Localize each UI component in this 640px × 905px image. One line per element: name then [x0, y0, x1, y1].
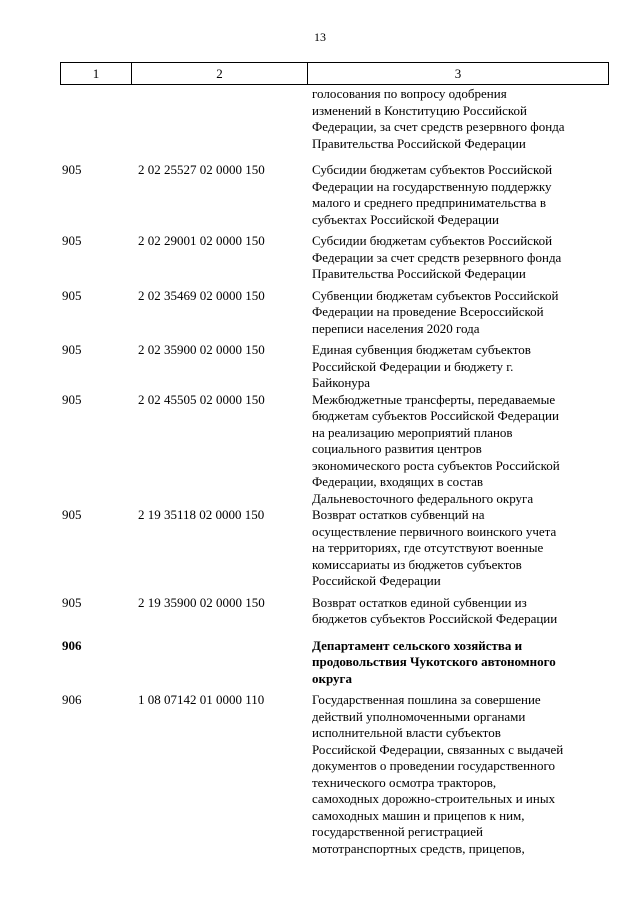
- budget-code: 2 19 35900 02 0000 150: [138, 594, 265, 610]
- budget-code: 1 08 07142 01 0000 110: [138, 692, 265, 707]
- revenue-name: Возврат остатков субвенций на осуществление первичного воинского учета на территориях, где отсутствуют военные комиссариаты из бюджетов субъектов Российской Федерации: [312, 507, 557, 588]
- admin-code: 906: [62, 637, 82, 653]
- revenue-name: Субвенции бюджетам субъектов Российской Федерации на проведение Всероссийской переписи населения 2020 года: [312, 287, 559, 336]
- budget-code: 2 19 35118 02 0000 150: [138, 507, 265, 522]
- revenue-name: Субсидии бюджетам субъектов Российской Федерации на государственную поддержку малого и среднего предпринимательства в субъектах Российской Федерации: [312, 162, 553, 227]
- revenue-name: Межбюджетные трансферты, передаваемые бюджетам субъектов Российской Федерации на реализацию мероприятий планов социального развития центров экономического роста субъектов Российской Федерации, входящих в состав Дальневосточного федерального округа: [312, 391, 560, 506]
- revenue-name: Субсидии бюджетам субъектов Российской Федерации за счет средств резервного фонда Правительства Российской Федерации: [312, 233, 562, 281]
- admin-code: 905: [62, 594, 82, 610]
- admin-code: 905: [62, 162, 82, 177]
- table-row: [62, 342, 608, 392]
- revenue-name: голосования по вопросу одобрения изменений в Конституцию Российской Федерации, за счет средств резервного фонда Правительства Российской Федерации: [312, 86, 565, 151]
- budget-code: [138, 86, 312, 152]
- table-row: [62, 233, 608, 283]
- admin-code: [62, 86, 138, 152]
- revenue-name: Государственная пошлина за совершение действий уполномоченными органами исполнительной власти субъектов Российской Федерации, связанных с выдачей документов о проведении государственного технического осмотра тракторов, самоходных дорожно-строительных и иных самоходных машин и прицепов к ним, государственной регистрацией мототранспортных средств, прицепов,: [312, 692, 564, 856]
- budget-code: 2 02 29001 02 0000 150: [138, 233, 265, 248]
- table-row: [62, 692, 608, 857]
- admin-code: 905: [62, 233, 82, 248]
- budget-code: 2 02 45505 02 0000 150: [138, 391, 265, 407]
- table-row: [62, 162, 608, 228]
- revenue-name: Возврат остатков единой субвенции из бюджетов субъектов Российской Федерации: [312, 594, 558, 626]
- budget-code: 2 02 35900 02 0000 150: [138, 342, 265, 357]
- table-body: [62, 86, 608, 857]
- header-col-3: 3: [307, 63, 608, 84]
- header-col-2: 2: [131, 63, 307, 84]
- admin-code: 905: [62, 391, 82, 407]
- admin-code: 906: [62, 692, 82, 707]
- budget-code: 2 02 25527 02 0000 150: [138, 162, 265, 177]
- table-row: [62, 86, 608, 152]
- table-row: [62, 595, 608, 628]
- budget-code: 2 02 35469 02 0000 150: [138, 287, 265, 303]
- table-row: [62, 507, 608, 590]
- header-col-1: 1: [92, 66, 100, 81]
- department-name: Департамент сельского хозяйства и продовольствия Чукотского автономного округа: [312, 637, 556, 686]
- revenue-name: Единая субвенция бюджетам субъектов Российской Федерации и бюджету г. Байконура: [312, 342, 531, 390]
- admin-code: 905: [62, 507, 82, 522]
- budget-code: [138, 638, 312, 688]
- admin-code: 905: [62, 342, 82, 357]
- table-row: [62, 392, 608, 508]
- admin-code: 905: [62, 287, 82, 303]
- table-row: [62, 288, 608, 338]
- table-header: [60, 62, 609, 85]
- page-number: 13: [314, 30, 326, 44]
- table-row-department: [62, 638, 608, 688]
